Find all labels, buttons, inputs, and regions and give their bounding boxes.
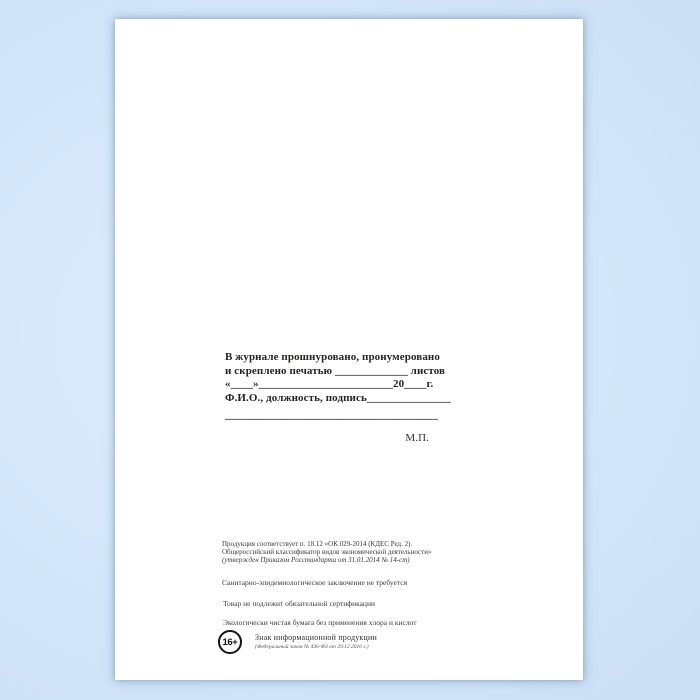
binding-line-date: «____»________________________20____г. [225,378,434,390]
age-rating-badge [218,630,242,654]
info-sign-title: Знак информационной продукции [255,633,377,642]
signature-line: ______________________________________ [225,409,438,421]
binding-statement-block [225,351,451,445]
sanitary-statement: Санитарно-эпидемиологическое заключение не требуется [222,578,408,587]
age-rating-label: 16+ [222,636,238,648]
certification-statement: Товар не подлежит обязательной сертификации [223,599,375,608]
binding-line-sheets: и скреплено печатью _____________ листов [225,364,446,377]
okved-line-1: Продукция соответствует п. 18.12 «ОК 029-2014 (КДЕС Ред. 2). [222,540,413,548]
info-sign-law: (Федеральный закон № 436-ФЗ от 29.12.2010 г.) [255,644,369,650]
okved-line-2: Общероссийский классификатор видов экономической деятельности» [222,548,432,556]
document-sheet [115,19,583,680]
okved-paragraph [222,540,431,564]
binding-line-signer: Ф.И.О., должность, подпись_______________ [225,391,451,404]
stamp-place-label: М.П. [405,431,429,444]
okved-line-3: (утвержден Приказом Росстандарта от 31.01.2014 № 14-ст) [222,556,410,564]
binding-line-1: В журнале прошнуровано, пронумеровано [225,351,440,363]
info-sign-block [255,633,377,650]
eco-paper-statement: Экологически чистая бумага без применения хлора и кислот [223,618,417,627]
